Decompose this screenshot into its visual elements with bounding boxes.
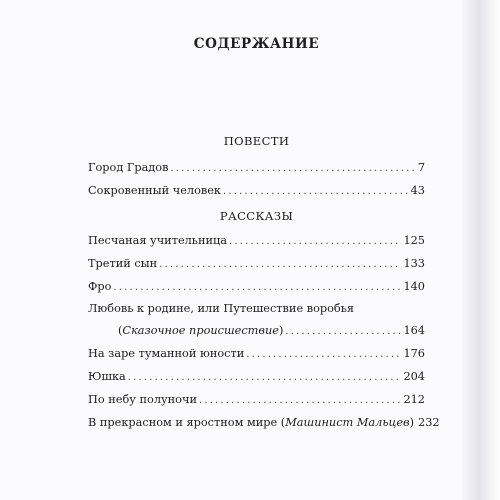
- toc-entry-title: По небу полуночи: [88, 393, 197, 406]
- leader-dots: [159, 259, 401, 270]
- toc-entry-subtitle: (Сказочное происшествие): [118, 324, 284, 337]
- toc-entry[interactable]: [88, 370, 425, 386]
- toc-entry[interactable]: [88, 161, 425, 177]
- toc-entry-title: В прекрасном и яростном мире (Машинист Мальцев): [88, 416, 415, 429]
- toc-entry-page: 43: [410, 184, 425, 197]
- toc-entry-page: 125: [403, 234, 425, 247]
- toc-entry[interactable]: [88, 184, 425, 200]
- toc-entry-page: 164: [403, 324, 425, 337]
- toc-entry[interactable]: [88, 393, 425, 409]
- leader-dots: [113, 282, 401, 293]
- toc-entry[interactable]: [88, 416, 440, 432]
- toc-entry[interactable]: [88, 280, 425, 296]
- toc-entry-title: Третий сын: [88, 257, 158, 270]
- section-heading-povesti: ПОВЕСТИ: [223, 134, 290, 148]
- leader-dots: [229, 236, 401, 247]
- toc-entry[interactable]: [88, 324, 425, 340]
- toc-entry-title-line1[interactable]: Любовь к родине, или Путешествие воробья: [88, 302, 354, 315]
- toc-entry-title: На заре туманной юности: [88, 347, 245, 360]
- toc-entry-title: Песчаная учительница: [88, 234, 228, 247]
- toc-entry-page: 204: [403, 370, 425, 383]
- toc-entry[interactable]: [88, 257, 425, 273]
- section-heading-rasskazy: РАССКАЗЫ: [219, 209, 294, 223]
- page-edge-shadow: [462, 0, 500, 500]
- toc-entry-title: Город Градов: [88, 161, 169, 174]
- leader-dots: [285, 326, 401, 337]
- toc-entry-page: 7: [417, 161, 425, 174]
- toc-entry-page: 232: [418, 416, 440, 429]
- toc-entry-title: Сокровенный человек: [88, 184, 221, 197]
- leader-dots: [246, 349, 401, 360]
- toc-entry-page: 176: [403, 347, 425, 360]
- toc-entry[interactable]: [88, 347, 425, 363]
- toc-entry-title: Юшка: [88, 370, 126, 383]
- leader-dots: [199, 395, 401, 406]
- toc-entry-page: 133: [403, 257, 425, 270]
- toc-entry-title: Фро: [88, 280, 112, 293]
- toc-entry-page: 140: [403, 280, 425, 293]
- toc-entry[interactable]: [88, 234, 425, 250]
- leader-dots: [223, 186, 409, 197]
- toc-entry-page: 212: [403, 393, 425, 406]
- page-title: СОДЕРЖАНИЕ: [193, 36, 320, 52]
- table-of-contents: [88, 0, 440, 500]
- leader-dots: [128, 372, 402, 383]
- leader-dots: [170, 163, 415, 174]
